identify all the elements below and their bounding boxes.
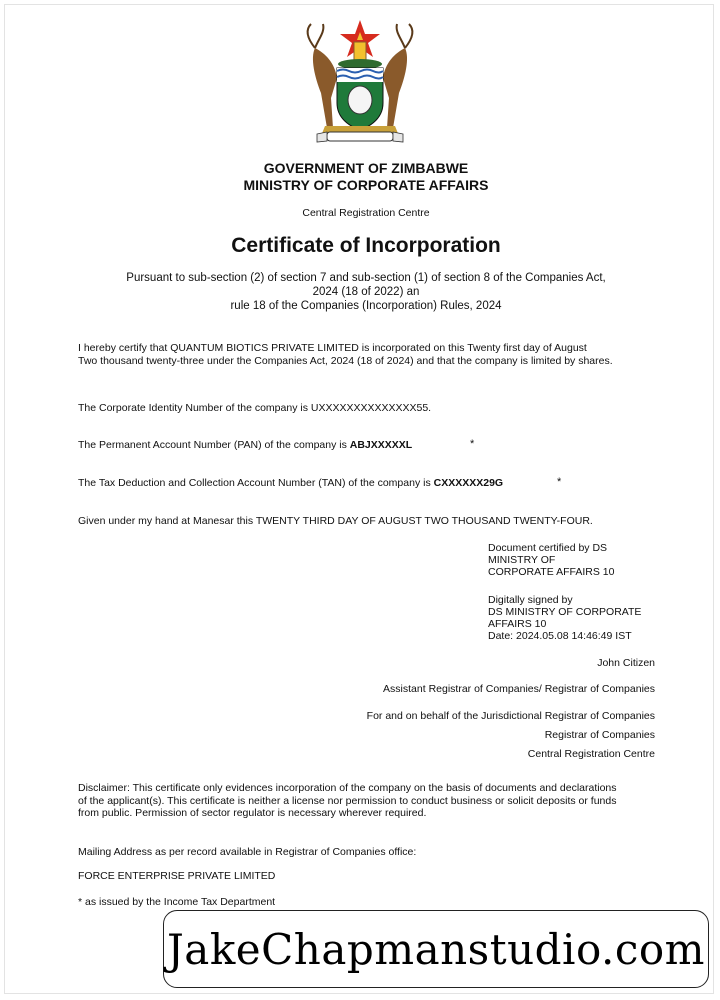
signed-line-3: AFFAIRS 10 — [488, 618, 547, 630]
registrar-line: Registrar of Companies — [544, 729, 655, 741]
zimbabwe-coat-of-arms-icon — [285, 18, 435, 146]
certified-line-1: Document certified by DS — [488, 542, 608, 554]
government-name: GOVERNMENT OF ZIMBABWE — [263, 160, 469, 176]
tan-label: The Tax Deduction and Collection Account Number (TAN) of the company is — [78, 477, 434, 489]
certified-line-2: MINISTRY OF — [488, 554, 556, 566]
mailing-value: FORCE ENTERPRISE PRIVATE LIMITED — [78, 870, 276, 882]
mailing-label: Mailing Address as per record available in Registrar of Companies office: — [78, 846, 417, 858]
signatory-name: John Citizen — [597, 657, 655, 669]
disclaimer — [78, 782, 617, 820]
watermark-banner: JakeChapmanstudio.com — [163, 910, 709, 988]
registration-centre: Central Registration Centre — [302, 207, 430, 219]
disclaimer-line-1: Disclaimer: This certificate only evidences incorporation of the company on the basis of documents and declarations — [78, 782, 617, 794]
ministry-name: MINISTRY OF CORPORATE AFFAIRS — [243, 177, 489, 193]
tan-statement — [78, 477, 503, 490]
certify-paragraph — [78, 342, 613, 367]
cin-statement: The Corporate Identity Number of the company is UXXXXXXXXXXXXXX55. — [78, 402, 432, 414]
signed-line-1: Digitally signed by — [488, 594, 573, 606]
pan-label: The Permanent Account Number (PAN) of the company is — [78, 439, 350, 451]
signed-date: Date: 2024.05.08 14:46:49 IST — [488, 630, 632, 642]
disclaimer-line-3: from public. Permission of sector regulator is necessary wherever required. — [78, 807, 427, 819]
certified-line-3: CORPORATE AFFAIRS 10 — [488, 566, 615, 578]
certified-block — [488, 542, 614, 578]
footnote: * as issued by the Income Tax Department — [78, 896, 276, 908]
certify-line-1: I hereby certify that QUANTUM BIOTICS PRIVATE LIMITED is incorporated on this Twenty first day of August — [78, 342, 587, 354]
pursuant-line-2: 2024 (18 of 2022) an — [312, 286, 420, 298]
certify-line-2: Two thousand twenty-three under the Companies Act, 2024 (18 of 2024) and that the company is limited by shares. — [78, 354, 613, 367]
pan-star: * — [470, 438, 475, 450]
tan-star: * — [557, 476, 562, 488]
tan-value: CXXXXXX29G — [433, 477, 504, 489]
government-heading — [0, 160, 720, 194]
disclaimer-line-2: of the applicant(s). This certificate is neither a license nor permission to conduct business or solicit deposits or funds — [78, 794, 617, 807]
signed-line-2: DS MINISTRY OF CORPORATE — [488, 606, 642, 618]
centre-line: Central Registration Centre — [527, 748, 655, 760]
pan-statement — [78, 439, 412, 452]
signatory-role: Assistant Registrar of Companies/ Registrar of Companies — [383, 683, 655, 695]
pursuant-line-1: Pursuant to sub-section (2) of section 7 and sub-section (1) of section 8 of the Companies Act, — [126, 272, 606, 284]
pursuant-line-3: rule 18 of the Companies (Incorporation) Rules, 2024 — [230, 300, 502, 312]
behalf-line: For and on behalf of the Jurisdictional Registrar of Companies — [366, 710, 655, 722]
digital-signature-block — [488, 594, 641, 642]
certificate-title: Certificate of Incorporation — [231, 234, 501, 257]
pan-value: ABJXXXXXL — [349, 439, 413, 451]
pursuant-clause — [0, 271, 720, 313]
given-statement: Given under my hand at Manesar this TWENTY THIRD DAY OF AUGUST TWO THOUSAND TWENTY-FOUR. — [78, 515, 593, 527]
